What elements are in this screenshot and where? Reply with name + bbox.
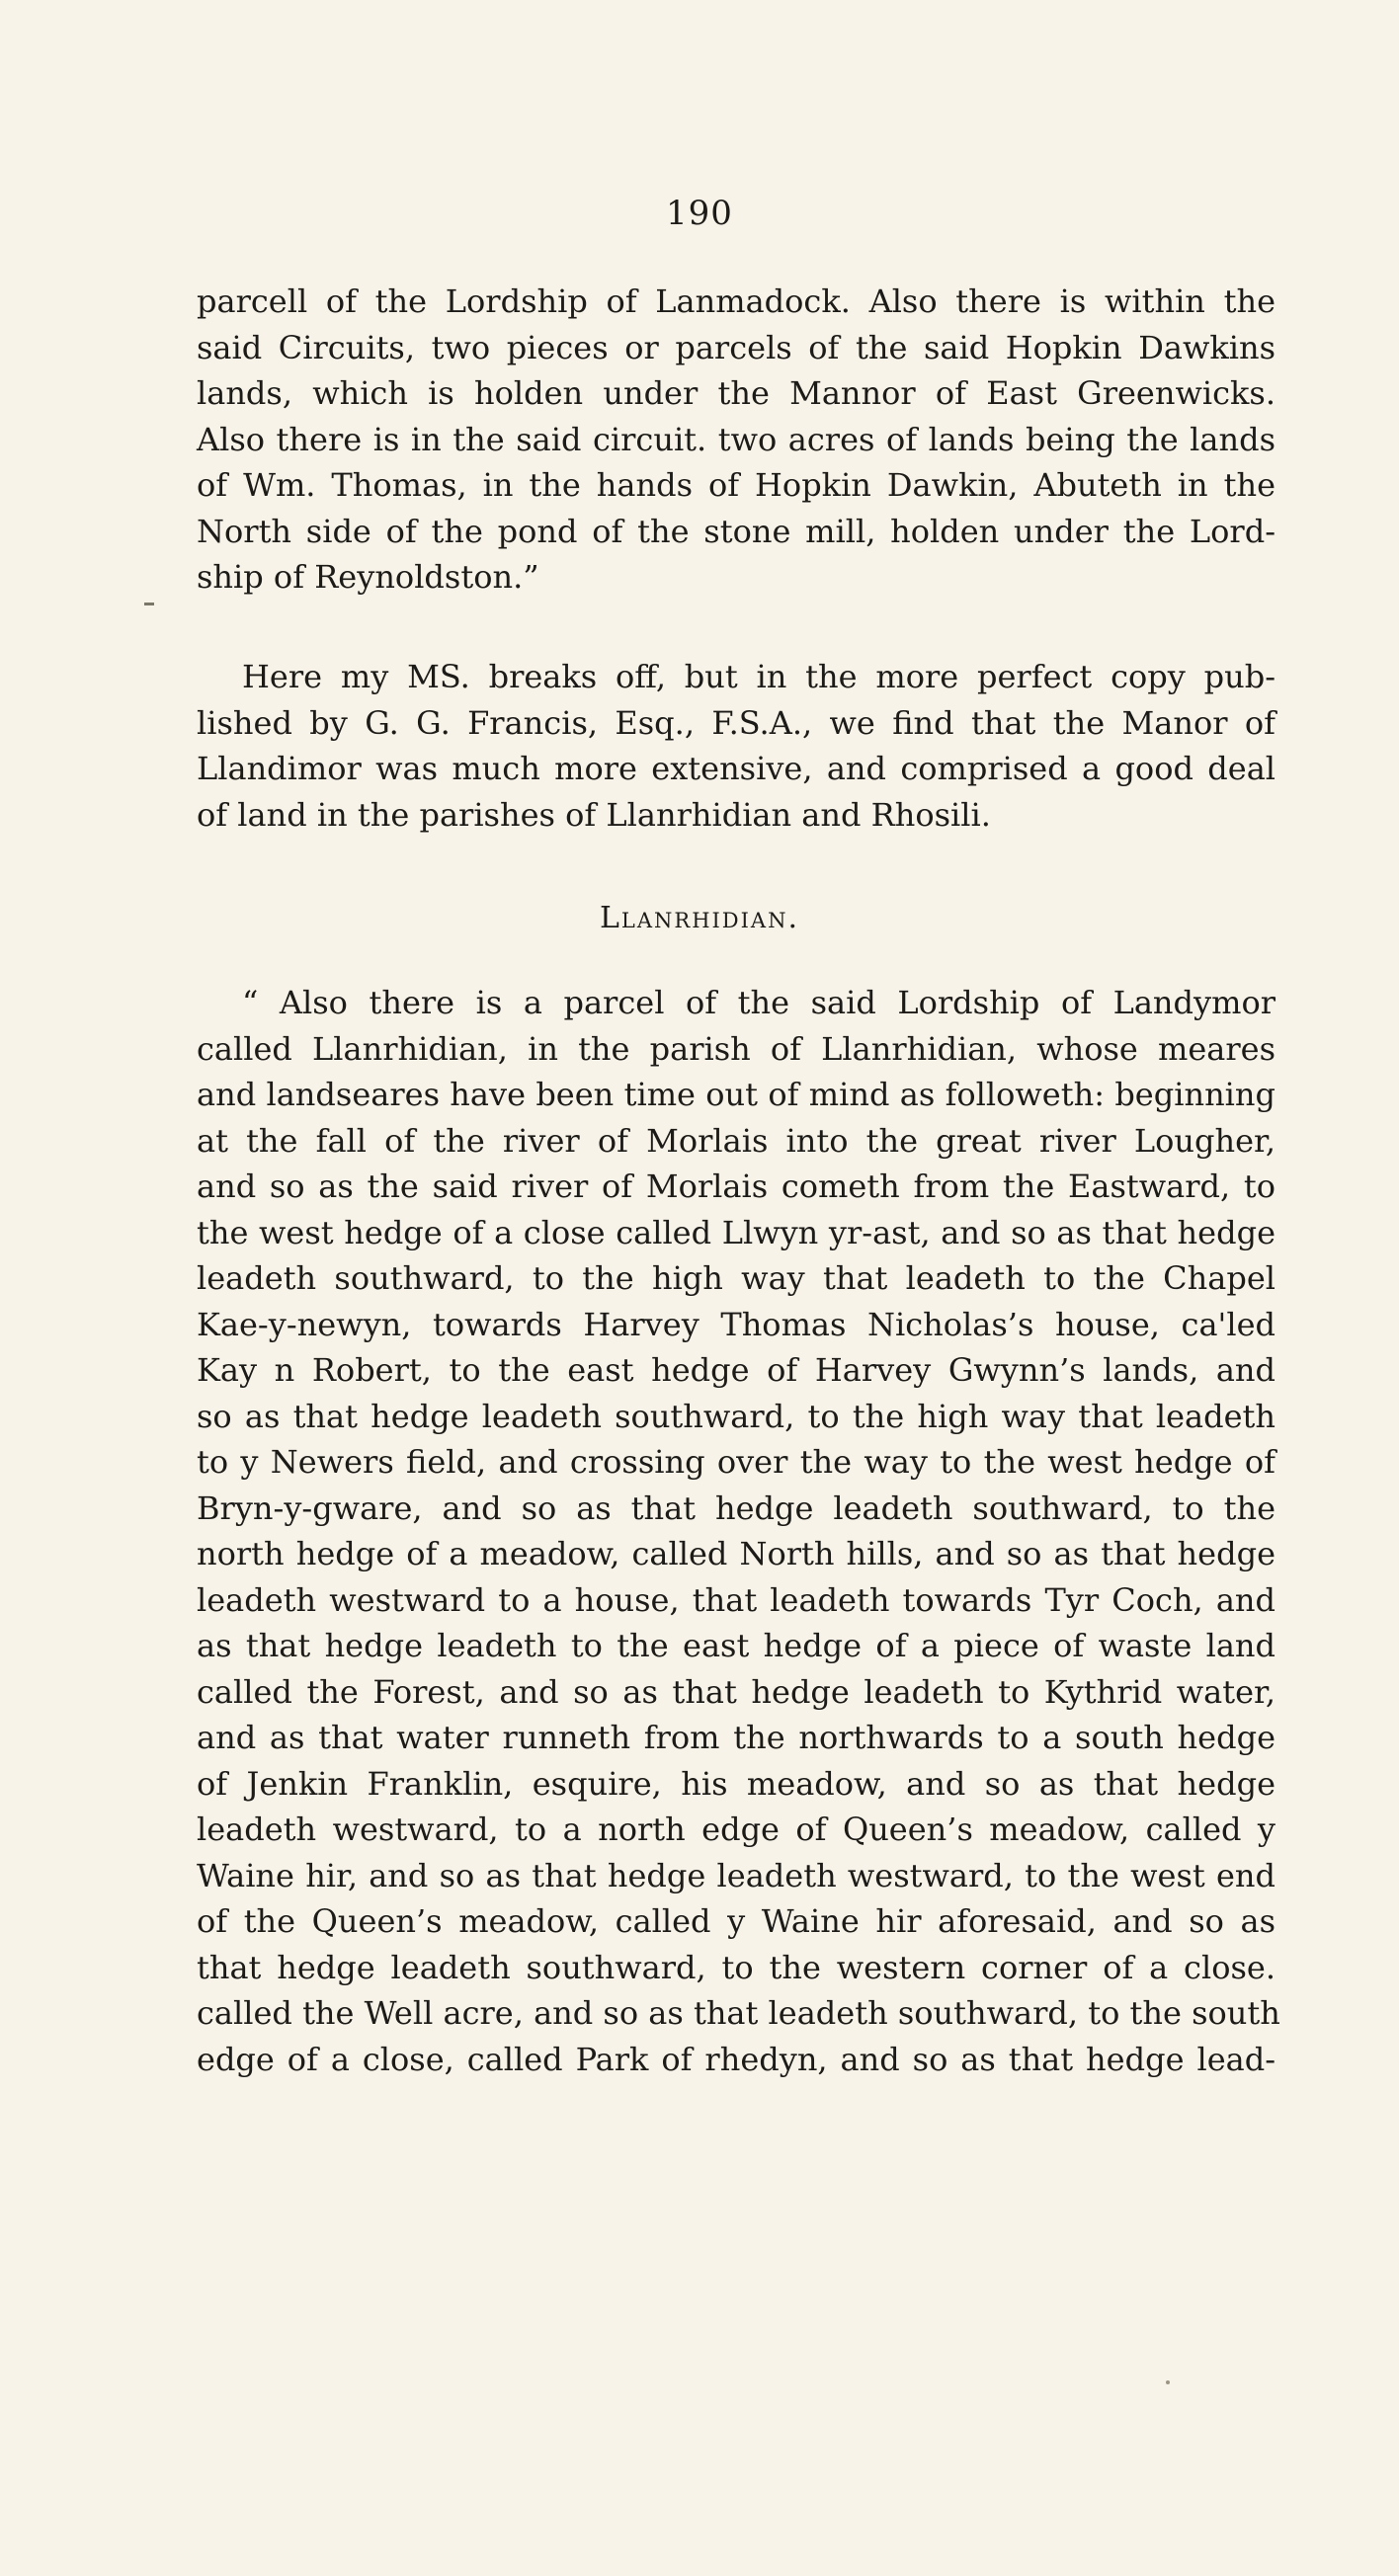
- text-line: Here my MS. breaks off, but in the more perfect copy pub-: [242, 658, 1276, 695]
- paragraph-lanmadock-circuits: [197, 279, 1276, 601]
- text-line: called the Well acre, and so as that leadeth southward, to the south: [197, 1994, 1280, 2032]
- text-line: lished by G. G. Francis, Esq., F.S.A., we find that the Manor of: [197, 703, 1276, 742]
- section-heading: Llanrhidian.: [599, 901, 800, 935]
- text-line: said Circuits, two pieces or parcels of the said Hopkin Dawkins: [197, 328, 1276, 366]
- text-line: of the Queen’s meadow, called y Waine hir aforesaid, and so as: [197, 1902, 1276, 1940]
- text-line: called the Forest, and so as that hedge leadeth to Kythrid water,: [197, 1672, 1276, 1711]
- text-line: Kae-y-newyn, towards Harvey Thomas Nicholas’s house, ca'led: [197, 1305, 1276, 1343]
- text-line: Bryn-y-gware, and so as that hedge leadeth southward, to the: [197, 1489, 1276, 1527]
- text-line: of land in the parishes of Llanrhidian and Rhosili.: [197, 795, 991, 834]
- paper-speck: [1166, 2380, 1170, 2384]
- paragraph-ms-breaks-off: [197, 654, 1276, 838]
- text-line: Waine hir, and so as that hedge leadeth westward, to the west end: [197, 1856, 1276, 1894]
- text-line: and landseares have been time out of mind as followeth: beginning: [197, 1076, 1276, 1113]
- text-line: leadeth westward, to a north edge of Queen’s meadow, called y: [197, 1811, 1276, 1848]
- text-line: of Wm. Thomas, in the hands of Hopkin Dawkin, Abuteth in the: [197, 466, 1276, 504]
- text-line: of Jenkin Franklin, esquire, his meadow, and so as that hedge: [197, 1764, 1276, 1803]
- text-line: ship of Reynoldston.”: [197, 558, 539, 596]
- page-number: 190: [666, 194, 733, 233]
- text-line: as that hedge leadeth to the east hedge of a piece of waste land: [197, 1627, 1276, 1664]
- text-line: and as that water runneth from the northwards to a south hedge: [197, 1719, 1276, 1756]
- text-line: lands, which is holden under the Mannor of East Greenwicks.: [197, 374, 1276, 412]
- text-line: and so as the said river of Morlais cometh from the Eastward, to: [197, 1167, 1276, 1205]
- text-line: leadeth southward, to the high way that leadeth to the Chapel: [197, 1259, 1276, 1297]
- text-line: so as that hedge leadeth southward, to the high way that leadeth: [197, 1397, 1276, 1435]
- text-line: north hedge of a meadow, called North hills, and so as that hedge: [197, 1535, 1276, 1572]
- text-line: Kay n Robert, to the east hedge of Harvey Gwynn’s lands, and: [197, 1351, 1276, 1389]
- text-line: Also there is in the said circuit. two acres of lands being the lands: [197, 420, 1276, 458]
- text-line: the west hedge of a close called Llwyn yr-ast, and so as that hedge: [197, 1213, 1276, 1251]
- text-line: to y Newers field, and crossing over the way to the west hedge of: [197, 1443, 1276, 1481]
- text-line: North side of the pond of the stone mill, holden under the Lord-: [197, 512, 1276, 550]
- paragraph-llanrhidian-boundaries: [197, 980, 1280, 2082]
- text-line: parcell of the Lordship of Lanmadock. Also there is within the: [197, 282, 1276, 320]
- text-line: Llandimor was much more extensive, and comprised a good deal: [197, 750, 1276, 787]
- text-line: called Llanrhidian, in the parish of Llanrhidian, whose meares: [197, 1029, 1276, 1068]
- text-line: “ Also there is a parcel of the said Lordship of Landymor: [242, 984, 1276, 1021]
- text-line: edge of a close, called Park of rhedyn, and so as that hedge lead-: [197, 2040, 1276, 2078]
- margin-mark: [144, 603, 154, 605]
- text-line: at the fall of the river of Morlais into the great river Lougher,: [197, 1121, 1276, 1160]
- text-line: that hedge leadeth southward, to the western corner of a close.: [197, 1948, 1276, 1986]
- text-line: leadeth westward to a house, that leadeth towards Tyr Coch, and: [197, 1580, 1276, 1619]
